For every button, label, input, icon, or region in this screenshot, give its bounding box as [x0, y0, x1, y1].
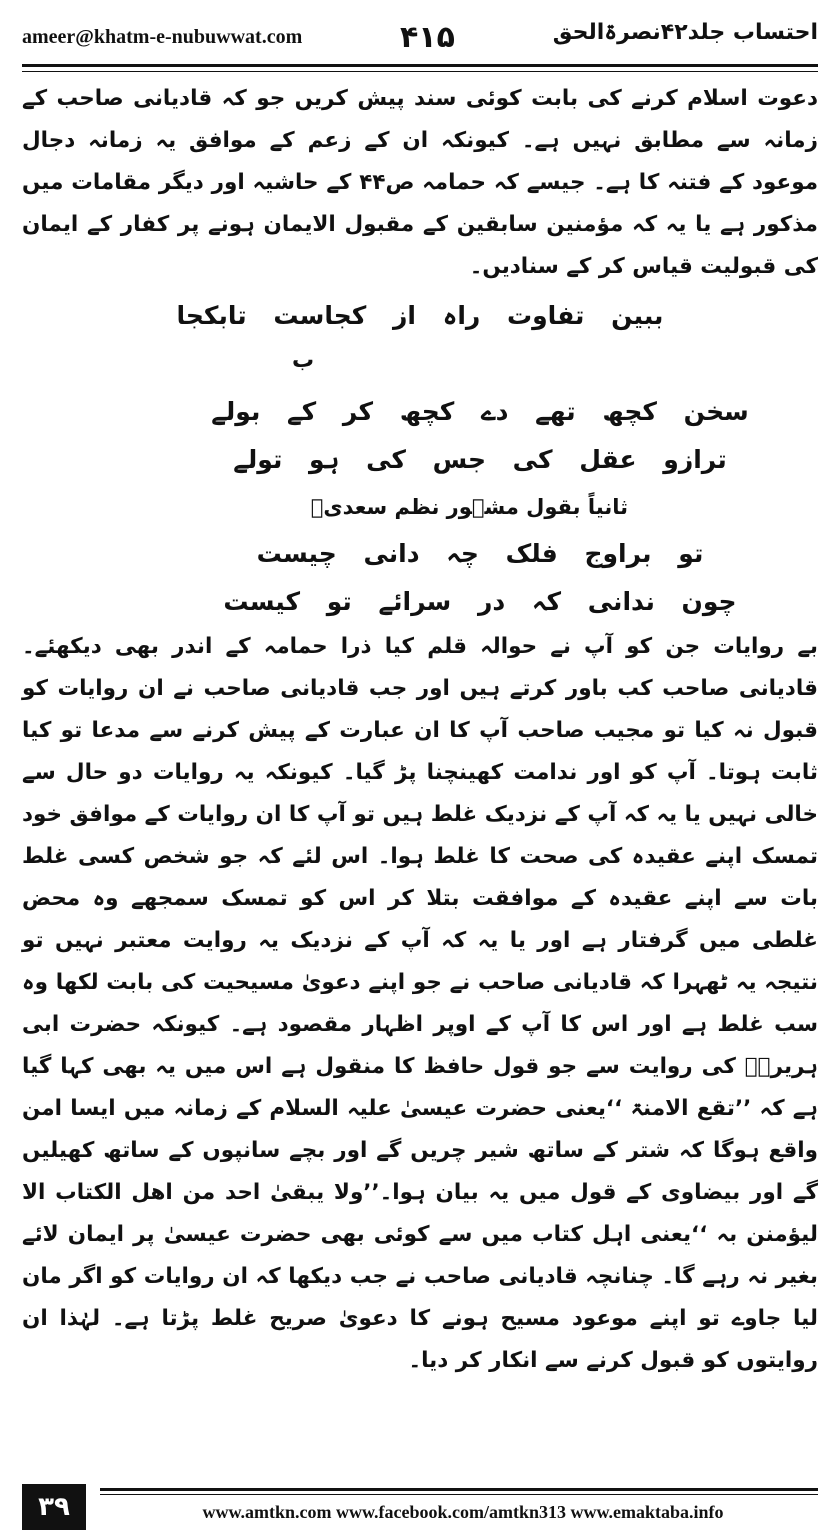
page-header: [22, 12, 818, 60]
verse-line-1: ببین تفاوت راہ از کجاست تابکجا: [176, 301, 664, 330]
verse-intro: ثانیاً بقول مشہور نظم سعدیؒ: [310, 495, 628, 519]
paragraph-1: دعوت اسلام کرنے کی بابت کوئی سند پیش کریں جو کہ قادیانی صاحب کے زمانہ سے مطابق نہیں ہے۔ کیونکہ ان کے زعم کے موافق یہ زمانہ دجال موعود کے فتنہ کا ہے۔ جیسے کہ حمامہ ص۴۴ کے حاشیہ اور دیگر مقامات میں مذکور ہے یا یہ کہ مؤمنین سابقین کے مقبول الایمان ہونے پر کفار کے ایمان کی قبولیت قیاس کر کے سنادیں۔: [22, 86, 819, 279]
paragraph-2: بے روایات جن کو آپ نے حوالہ قلم کیا ذرا حمامہ کے اندر بھی دیکھئے۔ قادیانی صاحب کب باور کرتے ہیں اور جب قادیانی صاحب نے ان روایات کو قبول نہ کیا تو مجیب صاحب آپ کا ان عبارت کے پیش کرنے سے مدعا تو کیا ثابت ہوتا۔ آپ کو اور ندامت کھینچنا پڑ گیا۔ کیونکہ یہ روایات دو حال سے خالی نہیں یا یہ کہ آپ کے نزدیک غلط ہیں تو آپ کا ان روایات کے موافق خود تمسک اپنے عقیدہ کی صحت کا غلط ہوا۔ اس لئے کہ جو شخص کسی غلط بات سے اپنے عقیدہ کے موافقت بتلا کر اس کو تمسک سمجھے وہ محض غلطی میں گرفتار ہے اور یا یہ کہ آپ کے نزدیک یہ روایت معتبر نہیں تو نتیجہ یہ ٹھہرا کہ قادیانی صاحب نے جو اپنے دعویٰ مسیحیت کی بابت لکھا وہ سب غلط ہے اور اس کا آپ کے اوپر اظہار مقصود ہے۔ کیونکہ حضرت ابی ہریرہؓ کی روایت سے جو قول حافظ کا منقول ہے اس میں یہ بھی کہا گیا ہے کہ ’’تقع الامنۃ ‘‘یعنی حضرت عیسیٰ علیہ السلام کے زمانہ میں ایسا امن واقع ہوگا کہ شتر کے ساتھ شیر چریں گے اور بچے سانپوں کے ساتھ کھیلیں گے اور بیضاوی کے قول میں یہ بیان ہوا۔’’ولا یبقیٰ احد من اھل الکتاب الا لیؤمنن بہ ‘‘یعنی اہل کتاب میں سے کوئی بھی حضرت عیسیٰ پر ایمان لائے بغیر نہ رہے گا۔ چنانچہ قادیانی صاحب نے جب دیکھا کہ ان روایات کو اگر مان لیا جاوے تو اپنے موعود مسیح ہونے کا دعویٰ صریح غلط پڑتا ہے۔ لہٰذا ان روایتوں کو قبول کرنے سے انکار کر دیا۔: [22, 634, 818, 1373]
header-page-number: ۴۱۵: [400, 20, 455, 55]
header-book-title: احتساب جلد۴۲نصرۃالحق: [552, 20, 818, 45]
header-email: ameer@khatm-e-nubuwwat.com: [22, 26, 303, 48]
verse-line-5: چون ندانی کہ در سرائے تو کیست: [223, 587, 737, 616]
page-footer: [22, 1484, 818, 1534]
footer-rule-thin: [100, 1494, 818, 1495]
verse-mark-glyph: ب: [292, 348, 315, 373]
verse-mark: [22, 340, 818, 388]
header-rule-thin: [22, 71, 818, 72]
header-rule: [22, 64, 818, 67]
verse-line-3: ترازو عقل کی جس کی ہو تولے: [233, 445, 727, 474]
page-body: [22, 78, 818, 1382]
footer-page-number: ۳۹: [22, 1484, 86, 1530]
verse-line-2: سخن کچھ تھے دے کچھ کر کے بولے: [211, 397, 749, 426]
verse-line-4: تو براوج فلک چہ دانی چیست: [256, 539, 704, 568]
footer-rule: [100, 1488, 818, 1491]
footer-links: www.amtkn.com www.facebook.com/amtkn313 www.emaktaba.info: [202, 1502, 724, 1522]
